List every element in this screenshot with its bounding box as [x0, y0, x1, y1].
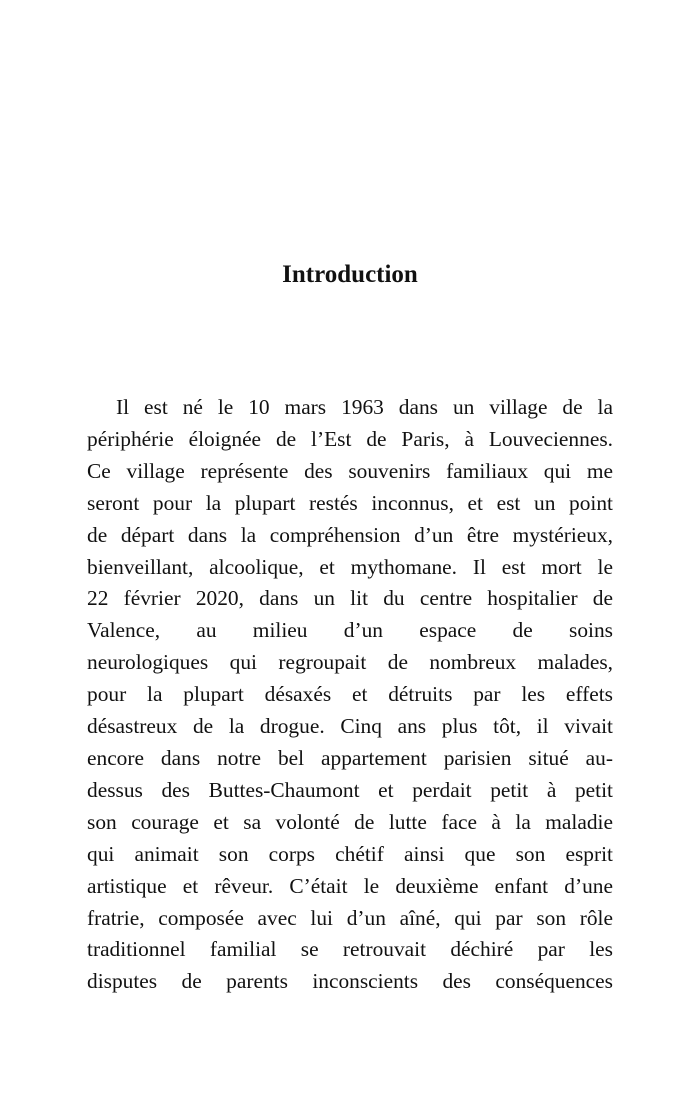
text-line: encore dans notre bel appartement parisien situé au-: [87, 745, 613, 770]
text-line: dessus des Buttes-Chaumont et perdait petit à petit: [87, 777, 613, 802]
text-line: qui animait son corps chétif ainsi que son esprit: [87, 841, 613, 866]
text-line: traditionnel familial se retrouvait déchiré par les: [87, 937, 613, 962]
text-line: son courage et sa volonté de lutte face à la maladie: [87, 809, 613, 834]
text-line: Valence, au milieu d’un espace de soins: [87, 618, 613, 643]
text-line: neurologiques qui regroupait de nombreux malades,: [87, 650, 613, 675]
text-line: disputes de parents inconscients des conséquences: [87, 969, 613, 994]
text-line: Ce village représente des souvenirs familiaux qui me: [87, 458, 613, 483]
text-line: fratrie, composée avec lui d’un aîné, qui par son rôle: [87, 905, 613, 930]
text-line: de départ dans la compréhension d’un être mystérieux,: [87, 522, 613, 547]
chapter-title: Introduction: [282, 261, 418, 288]
text-line: bienveillant, alcoolique, et mythomane. Il est mort le: [87, 554, 613, 579]
text-line: seront pour la plupart restés inconnus, et est un point: [87, 490, 613, 515]
text-line: artistique et rêveur. C’était le deuxième enfant d’une: [87, 873, 613, 898]
body-paragraph: [87, 392, 613, 998]
text-line: 22 février 2020, dans un lit du centre hospitalier de: [87, 586, 613, 611]
text-line: périphérie éloignée de l’Est de Paris, à Louveciennes.: [87, 426, 613, 451]
text-line: pour la plupart désaxés et détruits par les effets: [87, 682, 613, 707]
text-line: Il est né le 10 mars 1963 dans un village de la: [116, 395, 613, 419]
text-line: désastreux de la drogue. Cinq ans plus tôt, il vivait: [87, 714, 613, 739]
